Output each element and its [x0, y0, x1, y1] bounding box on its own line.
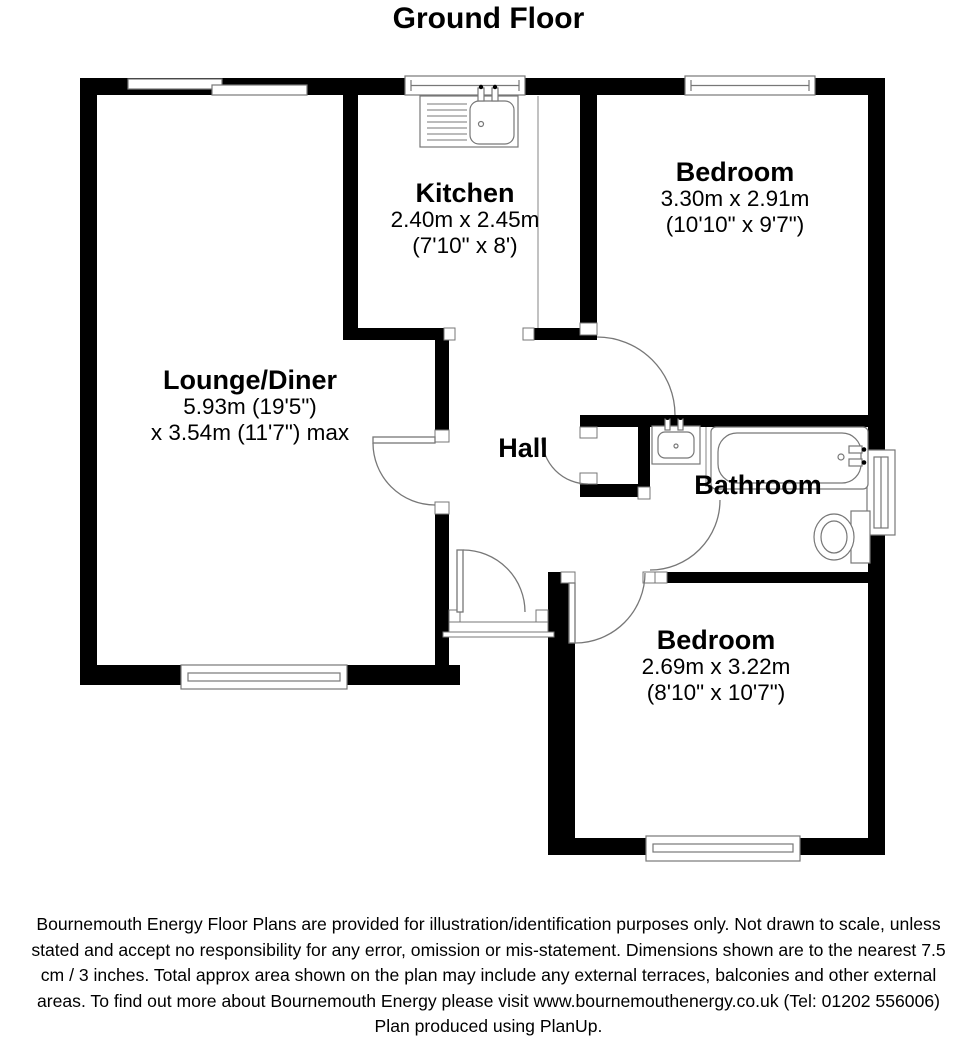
jamb — [536, 610, 548, 622]
bathroom-window-icon — [867, 450, 895, 535]
disclaimer-line: Plan produced using PlanUp. — [374, 1016, 603, 1037]
kitchen-label — [391, 179, 540, 258]
room-name: Bedroom — [656, 625, 776, 655]
jamb — [435, 502, 449, 514]
bedroom2-window-icon — [646, 836, 800, 861]
wall-bedroom1-bottom — [580, 415, 885, 427]
jamb — [580, 473, 597, 484]
disclaimer-line: Bournemouth Energy Floor Plans are provided for illustration/identification purposes only. Not drawn to scale, unless — [36, 914, 941, 934]
room-name: Hall — [498, 433, 548, 463]
lounge-rear-window-icon — [181, 665, 347, 689]
disclaimer-text — [0, 912, 977, 1040]
wall-bedroom1-left — [580, 78, 597, 323]
kitchen-window-icon — [405, 76, 525, 95]
front-porch — [443, 622, 554, 637]
wall-lounge-kitchen — [343, 78, 358, 340]
bedroom2-door-swing-icon — [575, 573, 645, 643]
jamb — [655, 572, 667, 583]
bedroom1-window-icon — [685, 76, 815, 95]
room-name: Bathroom — [694, 470, 822, 500]
page-title: Ground Floor — [392, 2, 585, 35]
bathroom-door-swing-icon — [650, 500, 720, 570]
jamb — [638, 487, 650, 499]
room-dim-imperial: (10'10" x 9'7") — [665, 211, 805, 237]
jamb — [580, 427, 597, 438]
wall-bathroom-left — [638, 427, 650, 487]
porch-step — [443, 632, 554, 637]
bedroom2-label — [642, 626, 791, 705]
room-name: Lounge/Diner — [163, 365, 337, 395]
room-dim-metric: 5.93m (19'5") — [183, 394, 317, 420]
jamb — [561, 572, 575, 583]
room-dim-imperial: (7'10" x 8') — [412, 232, 518, 258]
room-dim-metric: 3.30m x 2.91m — [660, 186, 810, 212]
hall-label — [498, 434, 548, 462]
wall-hall-lounge-lower — [435, 514, 449, 665]
threshold — [449, 622, 548, 632]
lounge-door-leaf — [373, 437, 435, 443]
jamb — [580, 323, 597, 335]
wall-hall-lounge-upper — [435, 340, 449, 430]
wall-left-outer — [80, 78, 97, 685]
disclaimer-line: areas. To find out more about Bournemouth Energy please visit www.bournemouthenergy.co.uk (Tel: 01202 556006) — [36, 990, 941, 1011]
room-dim-metric: 2.40m x 2.45m — [390, 207, 540, 233]
room-dim-metric: 2.69m x 3.22m — [641, 654, 791, 680]
bedroom1-door-swing-icon — [597, 337, 675, 415]
jamb — [435, 430, 449, 442]
wall-bathroom-bottom — [655, 572, 885, 583]
bedroom2-door-leaf — [569, 583, 575, 643]
lounge-front-window-icon — [128, 79, 222, 89]
front-door-leaf — [457, 550, 463, 612]
lounge-front-window-icon — [212, 85, 307, 95]
bathroom-label — [694, 471, 822, 499]
front-door-swing-icon — [463, 550, 525, 612]
lounge-door-swing-icon — [373, 443, 435, 505]
wall-kitchen-bottom-left — [343, 328, 455, 340]
room-dim-imperial: x 3.54m (11'7") max — [150, 419, 350, 445]
jamb — [523, 328, 534, 340]
toilet-icon — [814, 511, 870, 563]
disclaimer-line: stated and accept no responsibility for any error, omission or mis-statement. Dimensions shown are to the nearest 7.5 — [31, 939, 946, 960]
jamb — [444, 328, 455, 340]
lounge-label — [151, 366, 349, 445]
room-dim-imperial: (8'10" x 10'7") — [646, 679, 786, 705]
disclaimer-line: cm / 3 inches. Total approx area shown on the plan may include any external terraces, balconies and other external — [40, 965, 937, 986]
doors — [373, 337, 720, 643]
bedroom1-label — [661, 158, 810, 237]
room-name: Bedroom — [675, 157, 795, 187]
room-name: Kitchen — [415, 178, 515, 208]
